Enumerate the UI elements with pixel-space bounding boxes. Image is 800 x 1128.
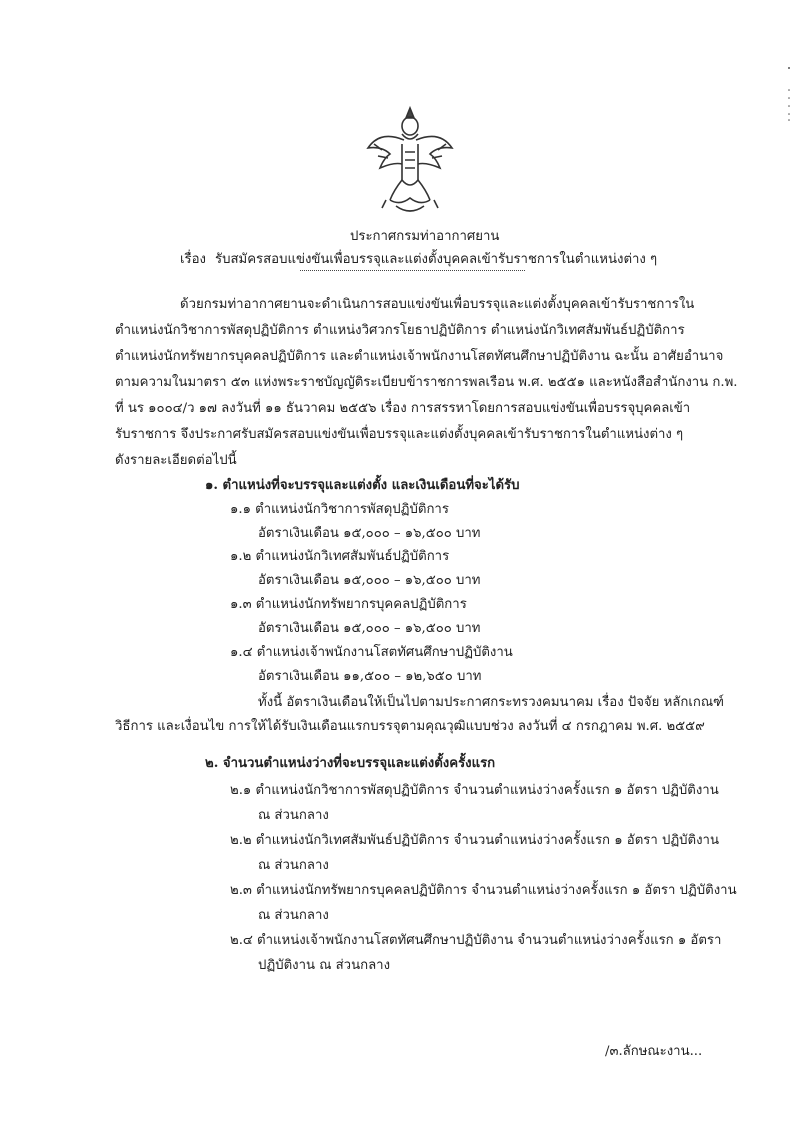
position-title: ๑.๑ ตำแหน่งนักวิชาการพัสดุปฏิบัติการ — [230, 502, 449, 517]
subject-label: เรื่อง — [180, 252, 206, 267]
section-2-heading: ๒. จำนวนตำแหน่งว่างที่จะบรรจุและแต่งตั้งครั้งแรก — [205, 756, 496, 771]
position-title: ๑.๒ ตำแหน่งนักวิเทศสัมพันธ์ปฏิบัติการ — [230, 549, 450, 564]
vacancy-location: ณ ส่วนกลาง — [258, 908, 329, 923]
salary-range: อัตราเงินเดือน ๑๕,๐๐๐ – ๑๖,๕๐๐ บาท — [258, 526, 481, 541]
vacancy-location: ณ ส่วนกลาง — [258, 858, 329, 873]
vacancy-line: ๒.๓ ตำแหน่งนักทรัพยากรบุคคลปฏิบัติการ จำนวนตำแหน่งว่างครั้งแรก ๑ อัตรา ปฏิบัติงาน — [230, 883, 737, 898]
intro-line: ดังรายละเอียดต่อไปนี้ — [115, 453, 237, 468]
salary-range: อัตราเงินเดือน ๑๕,๐๐๐ – ๑๖,๕๐๐ บาท — [258, 573, 481, 588]
position-title: ๑.๓ ตำแหน่งนักทรัพยากรบุคคลปฏิบัติการ — [230, 597, 467, 612]
salary-range: อัตราเงินเดือน ๑๑,๕๐๐ – ๑๒,๖๕๐ บาท — [258, 669, 482, 684]
scan-edge-marks-icon — [786, 60, 792, 160]
salary-range: อัตราเงินเดือน ๑๕,๐๐๐ – ๑๖,๕๐๐ บาท — [258, 621, 481, 636]
vacancy-line: ๒.๑ ตำแหน่งนักวิชาการพัสดุปฏิบัติการ จำนวนตำแหน่งว่างครั้งแรก ๑ อัตรา ปฏิบัติงาน — [230, 783, 719, 798]
intro-line: ด้วยกรมท่าอากาศยานจะดำเนินการสอบแข่งขันเพื่อบรรจุและแต่งตั้งบุคคลเข้ารับราชการใน — [180, 297, 695, 312]
vacancy-location: ปฏิบัติงาน ณ ส่วนกลาง — [258, 958, 391, 973]
intro-line: ตำแหน่งนักวิชาการพัสดุปฏิบัติการ ตำแหน่งวิศวกรโยธาปฏิบัติการ ตำแหน่งนักวิเทศสัมพันธ์ปฏิบัติการ — [115, 323, 685, 338]
vacancy-line: ๒.๔ ตำแหน่งเจ้าพนักงานโสตทัศนศึกษาปฏิบัติงาน จำนวนตำแหน่งว่างครั้งแรก ๑ อัตรา — [230, 933, 722, 948]
subject-title: รับสมัครสอบแข่งขันเพื่อบรรจุและแต่งตั้งบุคคลเข้ารับราชการในตำแหน่งต่าง ๆ — [215, 252, 658, 267]
position-title: ๑.๔ ตำแหน่งเจ้าพนักงานโสตทัศนศึกษาปฏิบัติงาน — [230, 645, 513, 660]
header-divider — [300, 270, 525, 271]
section-1-heading: ๑. ตำแหน่งที่จะบรรจุและแต่งตั้ง และเงินเดือนที่จะได้รับ — [205, 478, 520, 493]
vacancy-line: ๒.๒ ตำแหน่งนักวิเทศสัมพันธ์ปฏิบัติการ จำนวนตำแหน่งว่างครั้งแรก ๑ อัตรา ปฏิบัติงาน — [230, 833, 719, 848]
salary-note-line: ทั้งนี้ อัตราเงินเดือนให้เป็นไปตามประกาศกระทรวงคมนาคม เรื่อง ปัจจัย หลักเกณฑ์ — [258, 695, 724, 710]
agency-heading: ประกาศกรมท่าอากาศยาน — [350, 229, 500, 244]
page-continuation: /๓.ลักษณะงาน... — [605, 1044, 703, 1059]
intro-line: ตามความในมาตรา ๕๓ แห่งพระราชบัญญัติระเบียบข้าราชการพลเรือน พ.ศ. ๒๕๕๑ และหนังสือสำนักงาน ก.พ. — [115, 375, 738, 390]
salary-note-line: วิธีการ และเงื่อนไข การให้ได้รับเงินเดือนแรกบรรจุตามคุณวุฒิแบบช่วง ลงวันที่ ๔ กรกฎาคม พ.ศ. ๒๕๕๙ — [115, 719, 705, 734]
intro-line: รับราชการ จึงประกาศรับสมัครสอบแข่งขันเพื่อบรรจุและแต่งตั้งบุคคลเข้ารับราชการในตำแหน่งต่าง ๆ — [115, 427, 684, 442]
vacancy-location: ณ ส่วนกลาง — [258, 808, 329, 823]
intro-line: ตำแหน่งนักทรัพยากรบุคคลปฏิบัติการ และตำแหน่งเจ้าพนักงานโสตทัศนศึกษาปฏิบัติงาน ฉะนั้น อาศัยอำนาจ — [115, 349, 724, 364]
garuda-emblem-icon — [360, 100, 460, 220]
intro-line: ที่ นร ๑๐๐๔/ว ๑๗ ลงวันที่ ๑๑ ธันวาคม ๒๕๕๖ เรื่อง การสรรหาโดยการสอบแข่งขันเพื่อบรรจุบุคคลเข้า — [115, 401, 691, 416]
